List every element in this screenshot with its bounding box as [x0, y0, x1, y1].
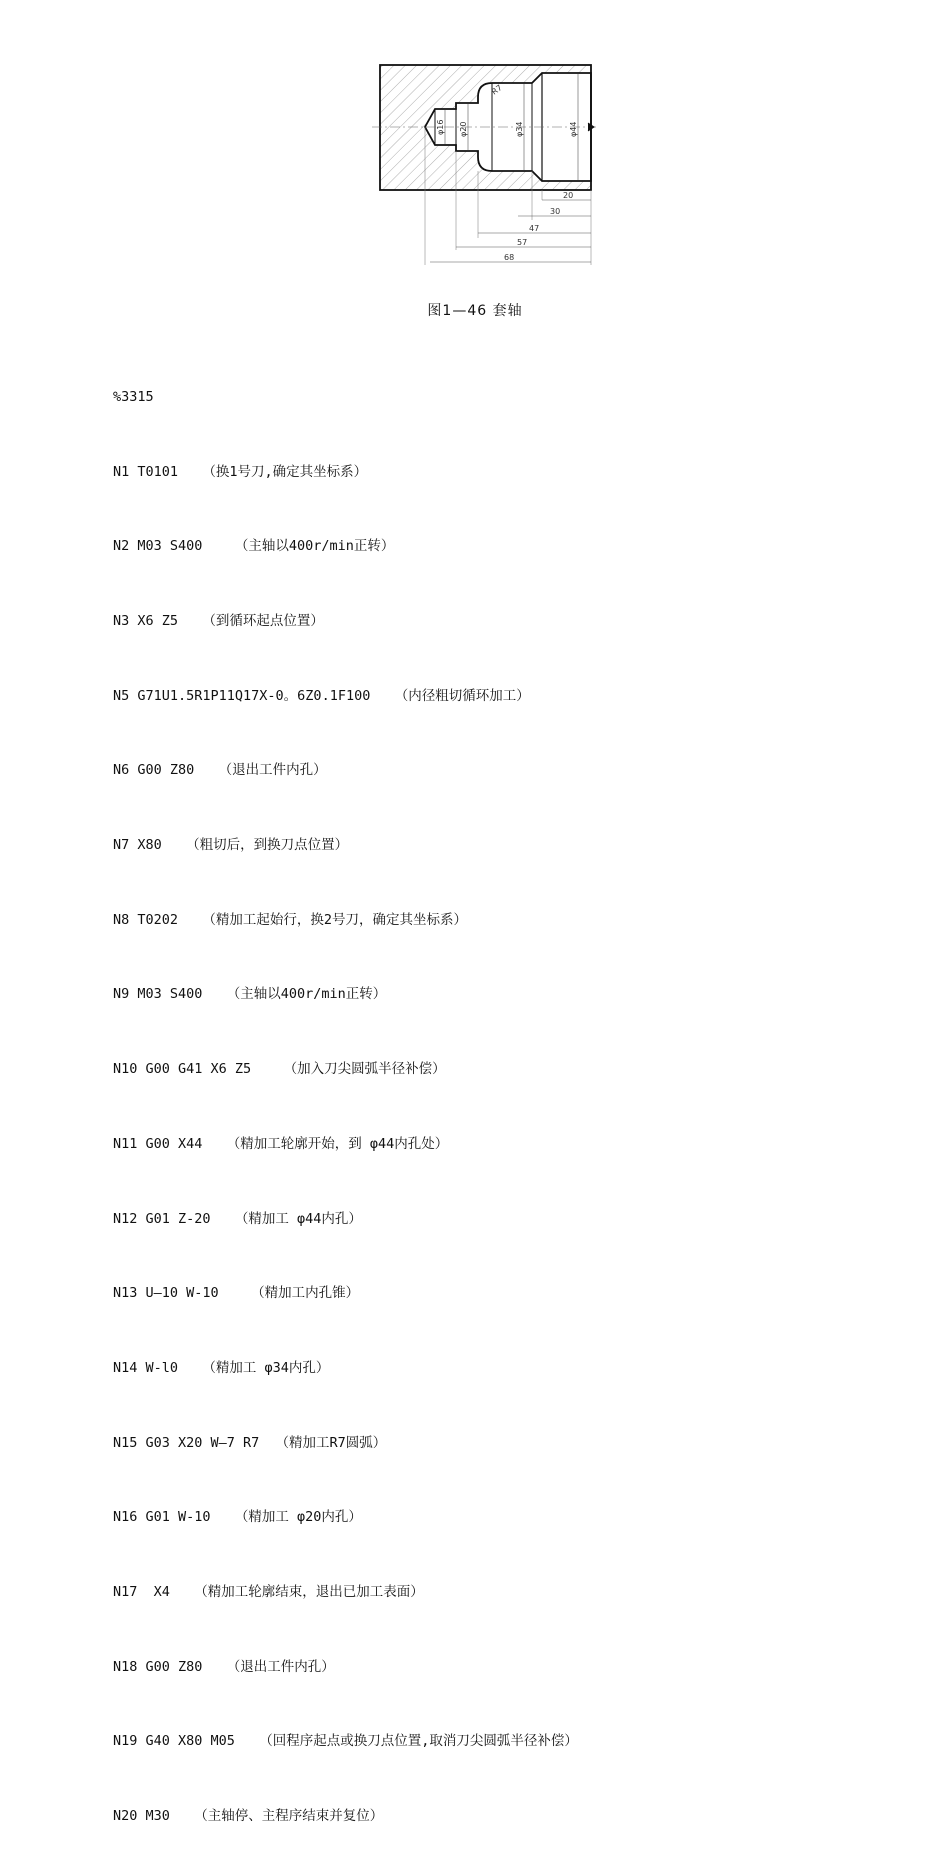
program-line: N6 G00 Z80 （退出工件内孔） [113, 762, 327, 779]
program-line: N15 G03 X20 W—7 R7 （精加工R7圆弧） [113, 1434, 387, 1451]
program-line: N12 G01 Z-20 （精加工 φ44内孔） [113, 1210, 362, 1227]
program-line: N7 X80 （粗切后，到换刀点位置） [113, 837, 349, 854]
program-line: N3 X6 Z5 （到循环起点位置） [113, 612, 324, 629]
dim-l57: 57 [517, 238, 528, 247]
program-line: N9 M03 S400 （主轴以400r/min正转） [113, 986, 387, 1003]
program-line: N20 M30 （主轴停、主程序结束并复位） [113, 1808, 384, 1825]
program-line: N18 G00 Z80 （退出工件内孔） [113, 1658, 335, 1675]
dim-l30: 30 [550, 207, 561, 216]
program-line: N10 G00 G41 X6 Z5 （加入刀尖圆弧半径补偿） [113, 1061, 446, 1078]
dim-d20: φ20 [459, 121, 468, 137]
program-line: N5 G71U1.5R1P11Q17X-0。6Z0.1F100 （内径粗切循环加工） [113, 687, 530, 704]
program-line: N1 T0101 （换1号刀,确定其坐标系） [113, 463, 368, 480]
dim-l68: 68 [504, 253, 515, 262]
dim-d44: φ44 [569, 121, 578, 137]
program-line: N13 U—10 W-10 （精加工内孔锥） [113, 1285, 360, 1302]
dim-l47: 47 [529, 224, 540, 233]
program-line: N16 G01 W-10 （精加工 φ20内孔） [113, 1509, 362, 1526]
figure-caption: 图1—46 套轴 [427, 303, 523, 319]
dim-d16: φ16 [436, 119, 445, 135]
dim-d34: φ34 [515, 121, 524, 137]
program-line: N11 G00 X44 （精加工轮廓开始，到 φ44内孔处） [113, 1135, 449, 1152]
program-line: N2 M03 S400 （主轴以400r/min正转） [113, 538, 395, 555]
part-drawing [370, 55, 610, 275]
dim-l20: 20 [563, 191, 574, 200]
nc-program [113, 335, 578, 1854]
program-line: N14 W-l0 （精加工 φ34内孔） [113, 1359, 330, 1376]
program-line: N17 X4 （精加工轮廓结束，退出已加工表面） [113, 1584, 424, 1601]
dim-r7: R7 [489, 83, 504, 97]
program-line: N19 G40 X80 M05 （回程序起点或换刀点位置,取消刀尖圆弧半径补偿） [113, 1733, 578, 1750]
program-line: %3315 [113, 388, 154, 405]
program-line: N8 T0202 （精加工起始行，换2号刀，确定其坐标系） [113, 911, 468, 928]
